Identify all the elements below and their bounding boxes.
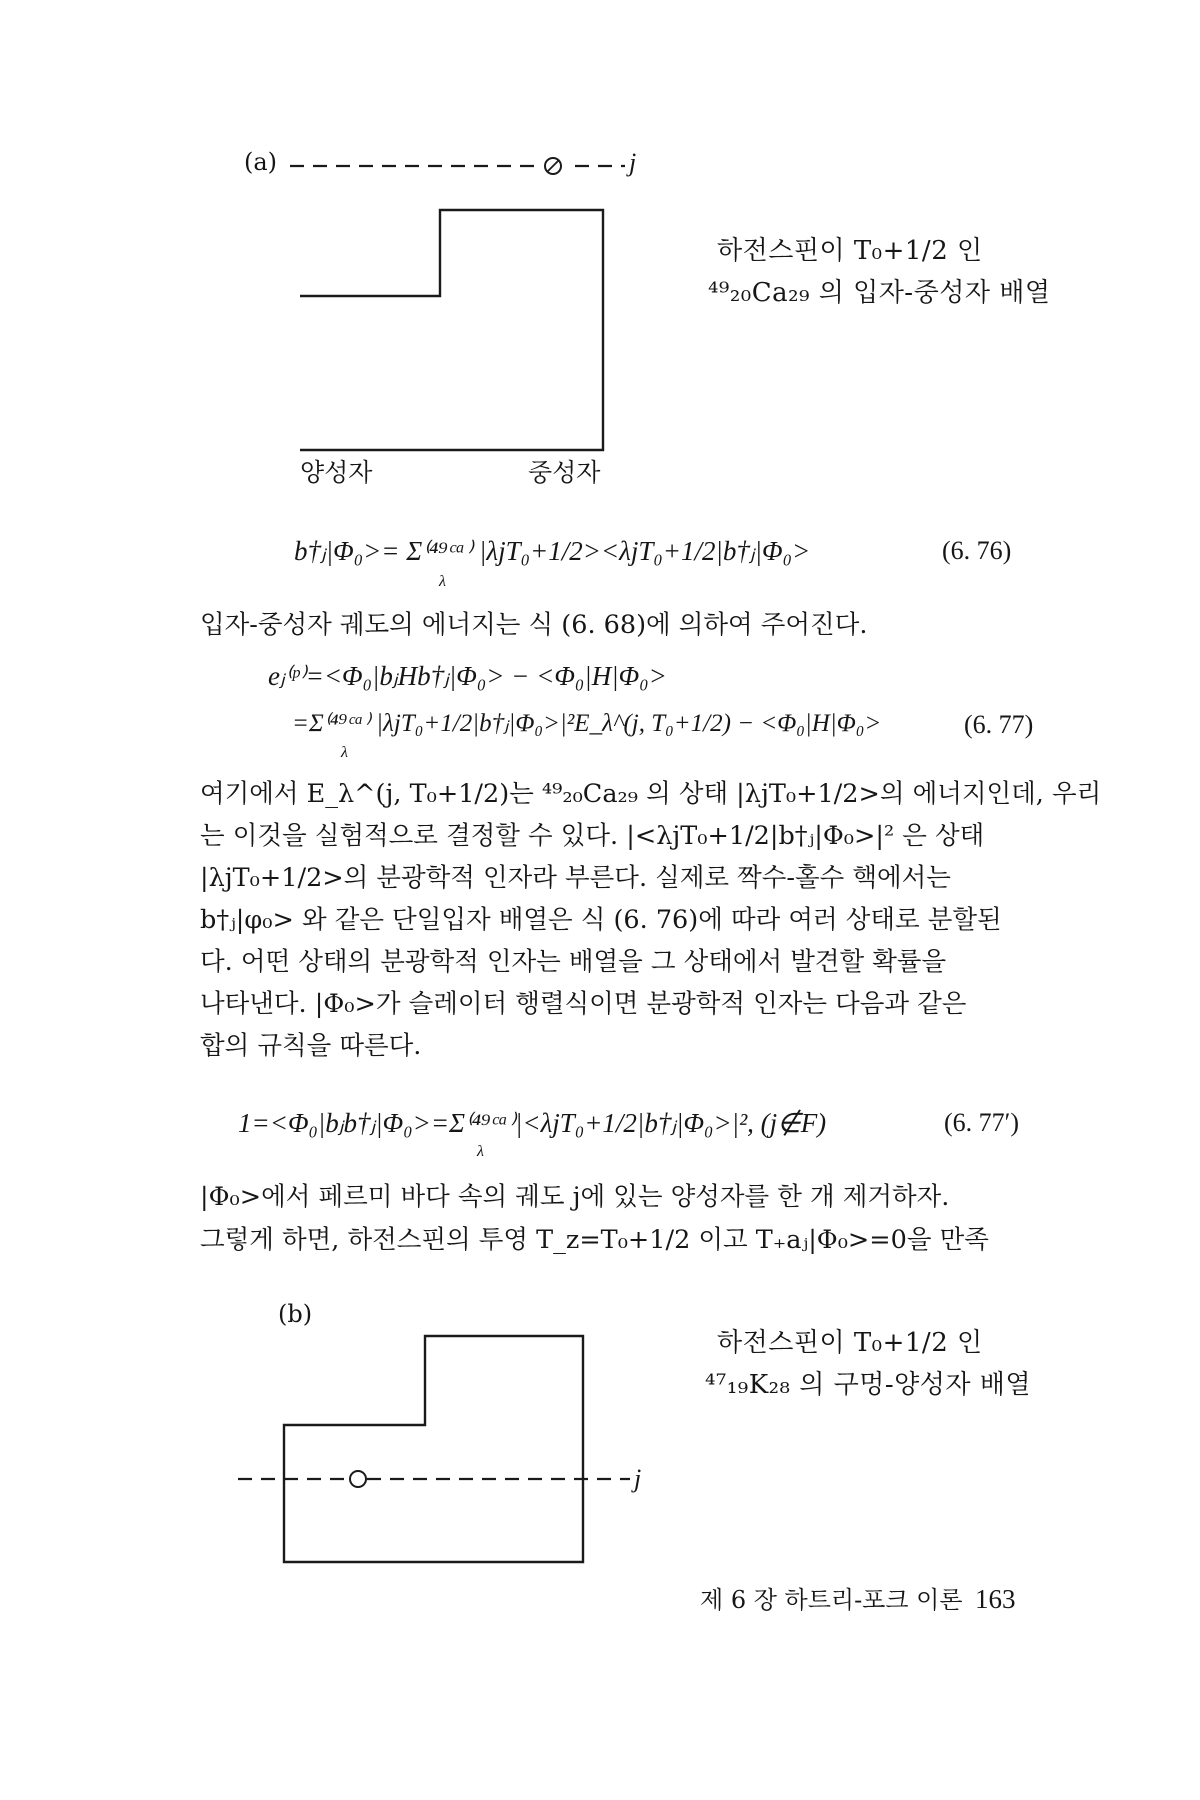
figure-a-caption-1: 하전스핀이 T₀+1/2 인 bbox=[717, 236, 983, 266]
paragraph-3-line: |Φ₀>에서 페르미 바다 속의 궤도 j에 있는 양성자를 한 개 제거하자. bbox=[200, 1182, 950, 1212]
figure-a-caption-2: ⁴⁹₂₀Ca₂₉ 의 입자-중성자 배열 bbox=[708, 278, 1051, 308]
equation-6-77-number: (6. 77) bbox=[964, 710, 1034, 739]
paragraph-2-line: b†ⱼ|φ₀> 와 같은 단일입자 배열은 식 (6. 76)에 따라 여러 상태로 분할된 bbox=[200, 905, 1002, 935]
figure-b-level-label: j bbox=[634, 1464, 642, 1493]
paragraph-1: 입자-중성자 궤도의 에너지는 식 (6. 68)에 의하여 주어진다. bbox=[200, 610, 868, 640]
figure-b-caption-1: 하전스핀이 T₀+1/2 인 bbox=[717, 1328, 983, 1358]
figure-b-hole-marker bbox=[350, 1471, 366, 1487]
equation-6-77-prime: 1=<Φ₀|bⱼb†ⱼ|Φ₀>=Σ⁽⁴⁹ᶜᵃ⁾|<λjT₀+1/2|b†ⱼ|Φ₀>|², (j∉F) bbox=[238, 1108, 827, 1138]
paragraph-2-line: |λjT₀+1/2>의 분광학적 인자라 부른다. 실제로 짝수-홀수 핵에서는 bbox=[200, 863, 951, 893]
paragraph-2-line: 여기에서 E_λ^(j, T₀+1/2)는 ⁴⁹₂₀Ca₂₉ 의 상태 |λjT₀+1/2>의 에너지인데, 우리 bbox=[200, 779, 1102, 809]
figure-b-box bbox=[284, 1336, 583, 1562]
paragraph-3-line: 그렇게 하면, 하전스핀의 투영 T_z=T₀+1/2 이고 T₊aⱼ|Φ₀>=0을 만족 bbox=[200, 1225, 989, 1255]
equation-6-76-sum-index: λ bbox=[439, 573, 446, 590]
equation-6-77-sum-index: λ bbox=[341, 744, 348, 761]
equation-6-77-line-1: eⱼ⁽ᵖ⁾=<Φ₀|bⱼHb†ⱼ|Φ₀> − <Φ₀|H|Φ₀> bbox=[268, 661, 667, 691]
equation-6-77-line-2: =Σ⁽⁴⁹ᶜᵃ⁾ |λjT₀+1/2|b†ⱼ|Φ₀>|²E_λ^(j, T₀+1/2) − <Φ₀|H|Φ₀> bbox=[292, 710, 882, 737]
equation-6-76: b†ⱼ|Φ₀>= Σ⁽⁴⁹ᶜᵃ⁾ |λjT₀+1/2><λjT₀+1/2|b†ⱼ|Φ₀> bbox=[294, 536, 811, 566]
figure-a-label-proton: 양성자 bbox=[300, 458, 373, 487]
equation-6-77-prime-number: (6. 77′) bbox=[944, 1108, 1020, 1137]
figure-a-tag: (a) bbox=[244, 148, 278, 176]
page-number: 163 bbox=[975, 1584, 1016, 1614]
paragraph-2-line: 는 이것을 실험적으로 결정할 수 있다. |<λjT₀+1/2|b†ⱼ|Φ₀>|² 은 상태 bbox=[200, 821, 985, 851]
paragraph-2-line: 다. 어떤 상태의 분광학적 인자는 배열을 그 상태에서 발견할 확률을 bbox=[200, 947, 947, 977]
paragraph-2-line: 합의 규칙을 따른다. bbox=[200, 1031, 422, 1061]
figure-a-level-label: j bbox=[629, 148, 637, 177]
paragraph-2-line: 나타낸다. |Φ₀>가 슬레이터 행렬식이면 분광학적 인자는 다음과 같은 bbox=[200, 989, 967, 1019]
figure-b-tag: (b) bbox=[278, 1300, 313, 1328]
figure-a-label-neutron: 중성자 bbox=[528, 458, 601, 487]
equation-6-77-prime-sum-index: λ bbox=[477, 1143, 484, 1160]
running-head: 제 6 장 하트리-포크 이론 bbox=[700, 1586, 963, 1614]
equation-6-76-number: (6. 76) bbox=[942, 536, 1012, 565]
figure-b-caption-2: ⁴⁷₁₉K₂₈ 의 구멍-양성자 배열 bbox=[705, 1370, 1031, 1400]
